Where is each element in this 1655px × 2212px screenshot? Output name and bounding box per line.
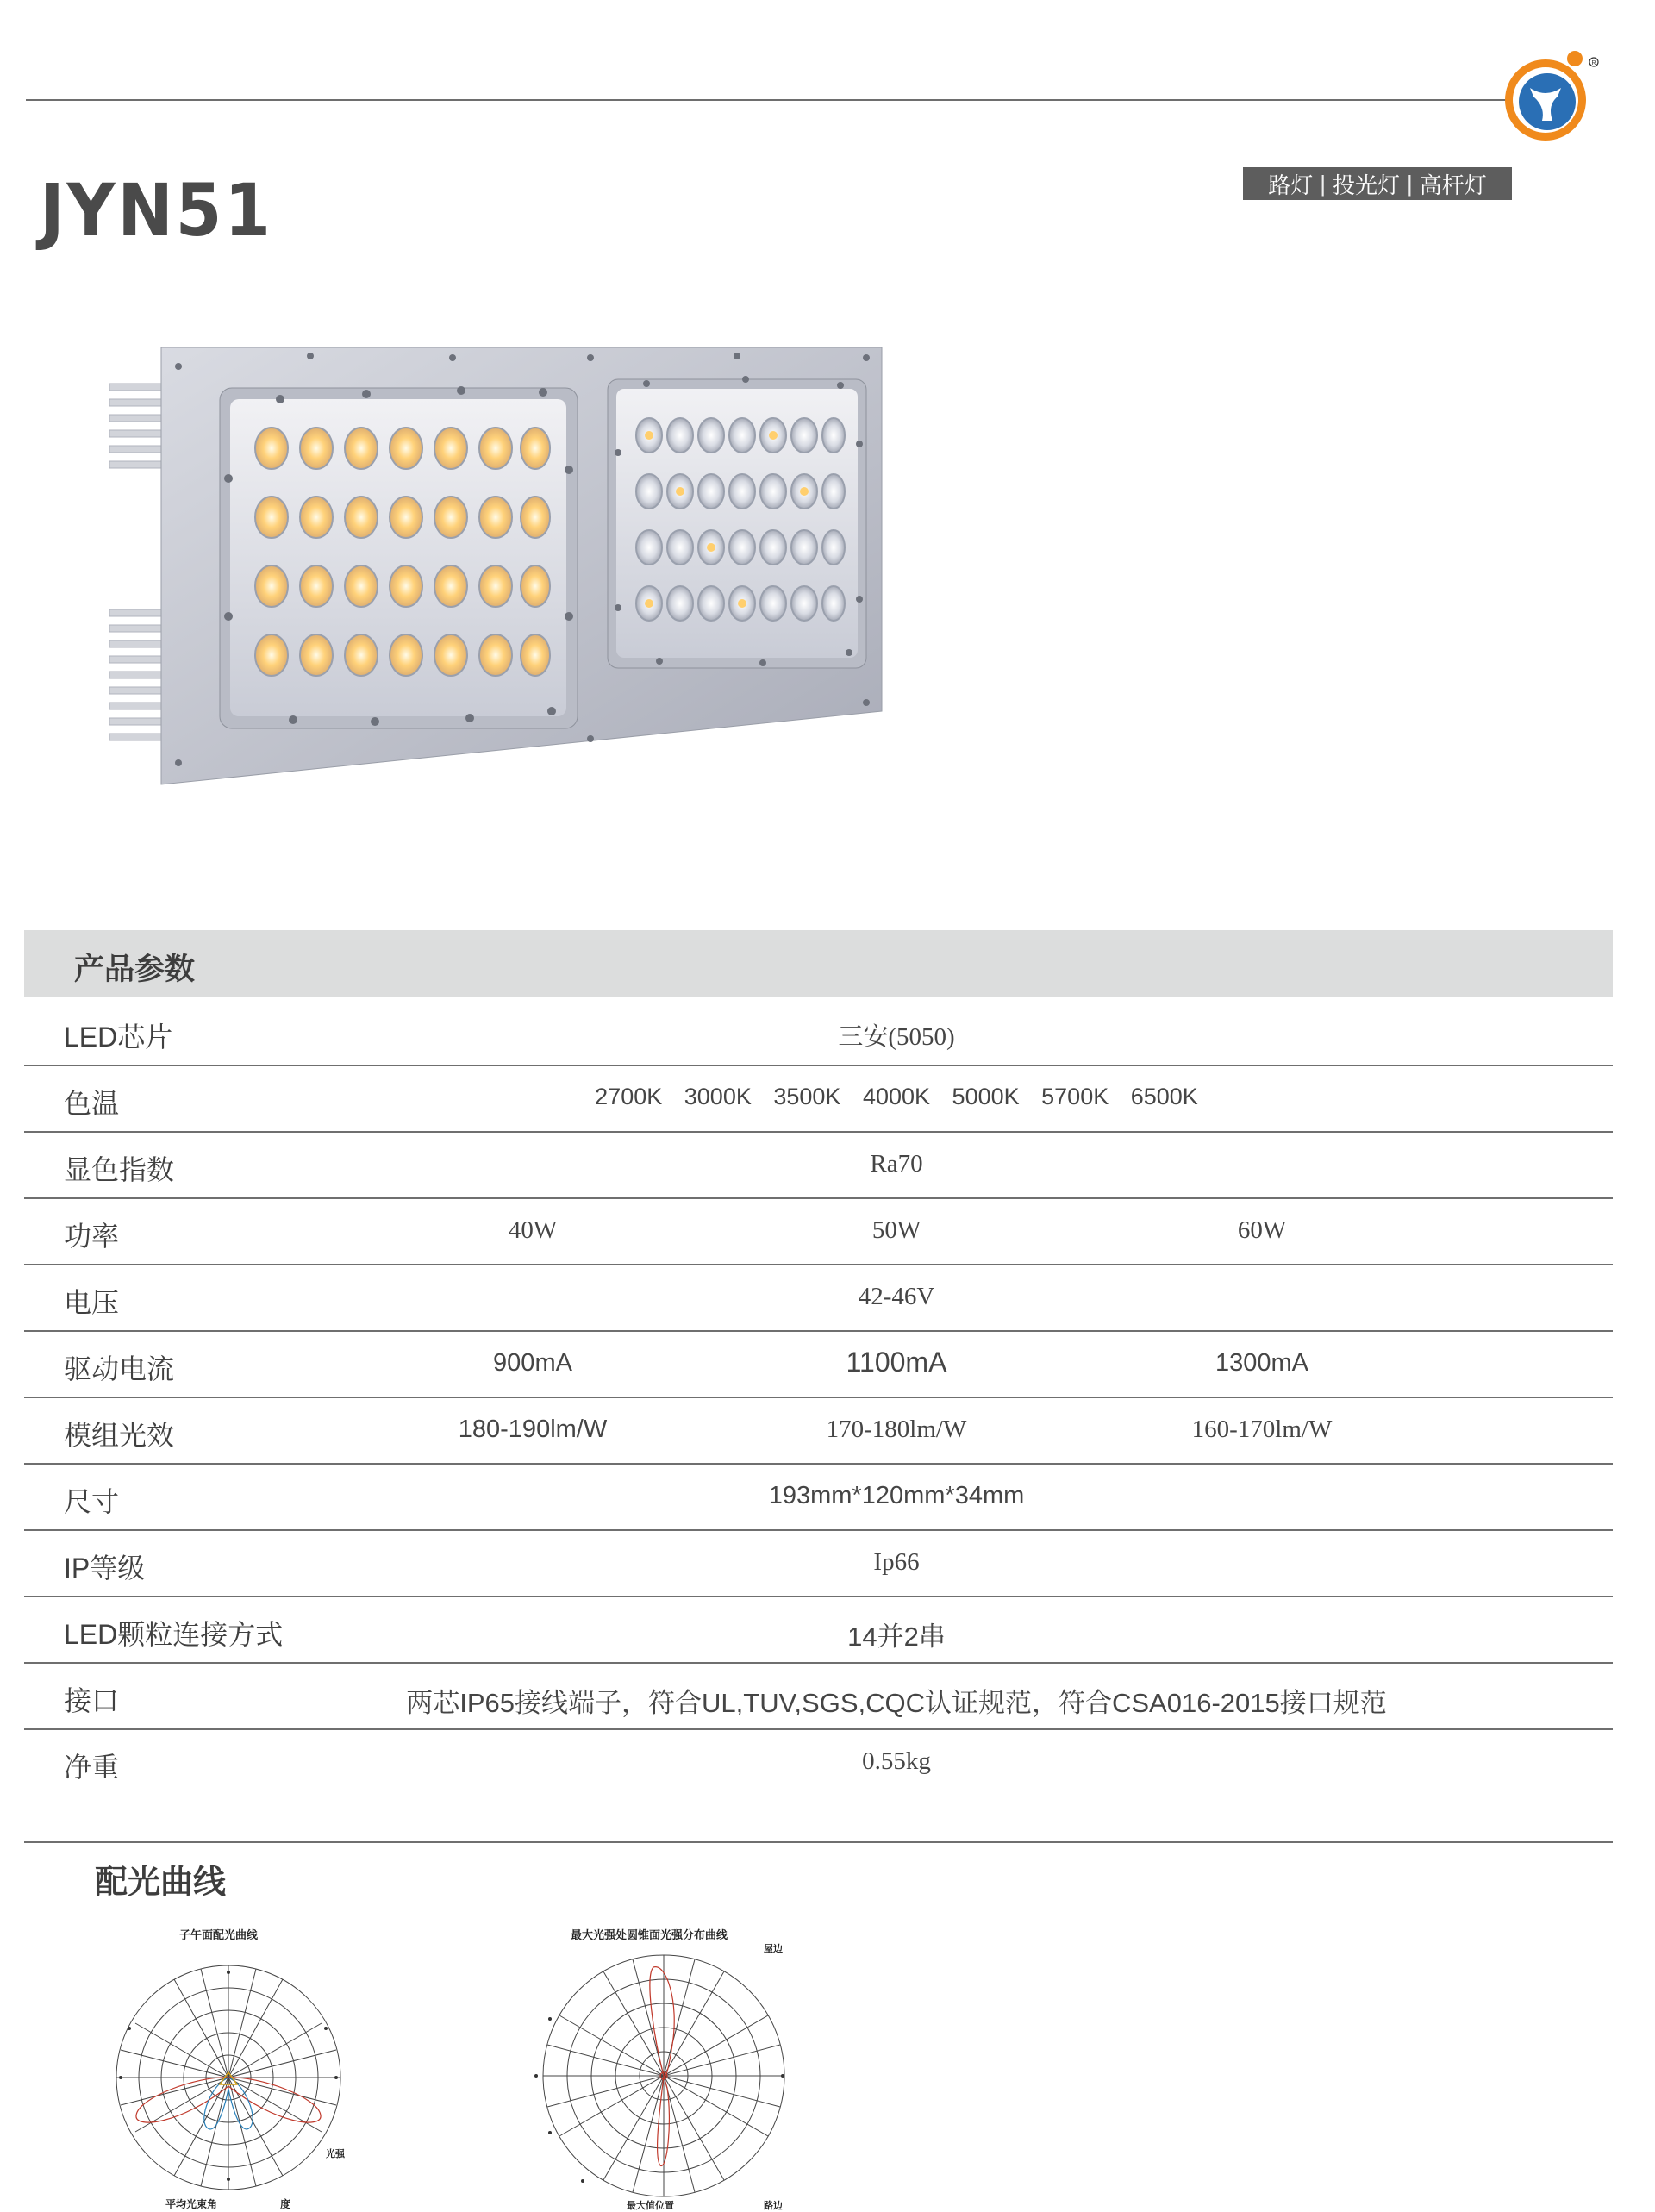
spec-row-voltage — [24, 1265, 1613, 1332]
svg-text:R: R — [1591, 60, 1596, 66]
spec-label: LED颗粒连接方式 — [64, 1619, 284, 1650]
polar-chart-cone — [524, 1950, 791, 2200]
spec-value: 1100mA — [846, 1347, 947, 1378]
polar-chart-2-caption: 最大光强处圆锥面光强分布曲线 — [571, 1928, 728, 1941]
spec-value: 193mm*120mm*34mm — [768, 1482, 1025, 1509]
cct-value: 2700K — [595, 1084, 663, 1109]
polar-chart-1-caption: 子午面配光曲线 — [179, 1928, 259, 1941]
spec-label: 模组光效 — [64, 1420, 175, 1451]
tag-separator: | — [1320, 170, 1326, 197]
spec-value: 180-190lm/W — [458, 1415, 608, 1443]
spec-value: 40W — [508, 1216, 558, 1244]
cct-value: 3500K — [773, 1084, 841, 1109]
spec-value: Ip66 — [873, 1548, 920, 1576]
tag-high-mast-light: 高杆灯 — [1419, 172, 1487, 198]
spec-label: 尺寸 — [64, 1486, 120, 1517]
spec-row-cri — [24, 1133, 1613, 1199]
cct-value: 5000K — [952, 1084, 1020, 1109]
spec-label: 净重 — [64, 1752, 120, 1783]
spec-row-current — [24, 1332, 1613, 1398]
spec-value: 两芯IP65接线端子，符合UL,TUV,SGS,CQC认证规范，符合CSA016-2015接口规范 — [406, 1688, 1387, 1718]
spec-row-ip — [24, 1531, 1613, 1597]
spec-label: 色温 — [64, 1088, 120, 1119]
section-header — [24, 930, 1613, 997]
section-title: 产品参数 — [74, 953, 196, 986]
spec-value: Ra70 — [870, 1150, 923, 1178]
spec-label: LED芯片 — [64, 1022, 173, 1053]
spec-row-power — [24, 1199, 1613, 1265]
cct-value: 3000K — [684, 1084, 752, 1109]
spec-value: 170-180lm/W — [826, 1415, 967, 1443]
spec-value: 900mA — [493, 1349, 572, 1377]
spec-row-efficacy — [24, 1398, 1613, 1465]
spec-row-chip — [24, 1000, 1613, 1066]
spec-row-weight — [24, 1730, 1613, 1795]
tag-separator: | — [1407, 170, 1413, 197]
spec-table — [24, 1000, 1613, 1795]
polar-chart-2-bottom-left: 最大值位置 — [627, 2201, 674, 2211]
product-photo — [108, 341, 884, 789]
product-model: JYN51 — [40, 168, 273, 253]
spec-row-cct — [24, 1066, 1613, 1133]
spec-label: IP等级 — [64, 1553, 146, 1584]
spec-row-size — [24, 1465, 1613, 1531]
polar-chart-1-bottom-right: 度 — [280, 2198, 291, 2210]
spec-label: 接口 — [64, 1685, 120, 1716]
spec-label: 驱动电流 — [64, 1353, 175, 1384]
cct-value: 6500K — [1130, 1084, 1198, 1109]
spec-label: 电压 — [64, 1287, 120, 1318]
brand-logo — [1504, 43, 1601, 147]
spec-value: 三安(5050) — [838, 1023, 955, 1051]
spec-value: 14并2串 — [847, 1622, 946, 1652]
cct-value: 5700K — [1041, 1084, 1109, 1109]
polar-chart-meridian — [103, 1946, 362, 2205]
spec-value-list — [587, 1084, 1206, 1110]
polar-chart-2-bottom-right: 路边 — [764, 2201, 783, 2211]
spec-value: 160-170lm/W — [1191, 1415, 1333, 1443]
polar-chart-1-bottom-left: 平均光束角 — [166, 2198, 218, 2210]
curve-section-title: 配光曲线 — [95, 1865, 227, 1901]
polar-chart-2-top-right: 屋边 — [764, 1944, 783, 1954]
polar-chart-1-right-label: 光强 — [326, 2149, 345, 2159]
spec-value: 42-46V — [858, 1283, 935, 1310]
top-divider — [26, 99, 1513, 101]
bottom-divider — [24, 1841, 1613, 1843]
spec-value: 1300mA — [1215, 1349, 1309, 1377]
cct-value: 4000K — [862, 1084, 931, 1109]
spec-value: 60W — [1237, 1216, 1287, 1244]
spec-value: 50W — [871, 1216, 921, 1244]
spec-label: 显色指数 — [64, 1154, 175, 1185]
tag-street-light: 路灯 — [1268, 172, 1314, 198]
spec-value: 0.55kg — [862, 1747, 931, 1775]
tag-flood-light: 投光灯 — [1332, 172, 1400, 198]
spec-label: 功率 — [64, 1221, 120, 1252]
category-tags — [1243, 167, 1512, 200]
spec-row-connection — [24, 1597, 1613, 1664]
spec-row-interface — [24, 1664, 1613, 1730]
